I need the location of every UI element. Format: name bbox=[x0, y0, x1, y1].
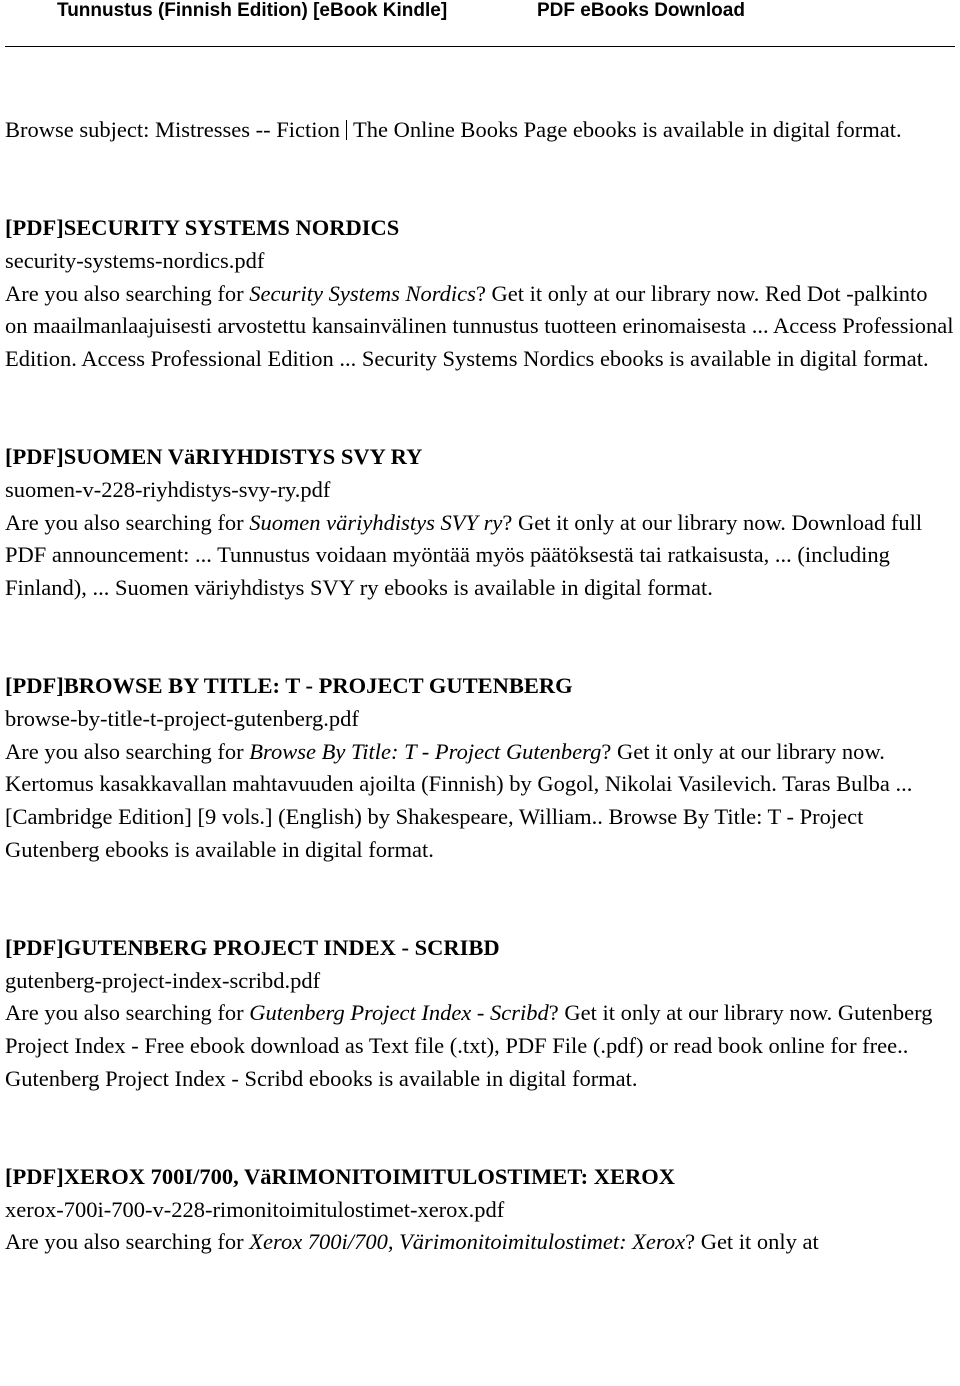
intro-paragraph bbox=[5, 114, 955, 147]
ebook-entry bbox=[5, 670, 955, 866]
entry-description bbox=[5, 997, 955, 1095]
entry-filename: suomen-v-228-riyhdistys-svy-ry.pdf bbox=[5, 476, 331, 502]
desc-prefix: Are you also searching for bbox=[5, 1229, 250, 1255]
separator-bar bbox=[346, 120, 347, 140]
entry-title[interactable]: [PDF]SECURITY SYSTEMS NORDICS bbox=[5, 215, 400, 241]
document-body bbox=[5, 114, 955, 1259]
desc-query: Suomen väriyhdistys SVY ry bbox=[249, 509, 503, 535]
desc-query: Browse By Title: T - Project Gutenberg bbox=[249, 738, 602, 764]
entry-title[interactable]: [PDF]GUTENBERG PROJECT INDEX - SCRIBD bbox=[5, 934, 500, 960]
intro-text: The Online Books Page ebooks is available in digital format. bbox=[352, 117, 902, 142]
desc-prefix: Are you also searching for bbox=[5, 280, 250, 306]
intro-subject: Browse subject: Mistresses -- Fiction bbox=[5, 117, 340, 142]
entry-description bbox=[5, 1226, 955, 1259]
header-divider bbox=[5, 46, 955, 47]
page-header bbox=[0, 0, 960, 47]
desc-prefix: Are you also searching for bbox=[5, 509, 250, 535]
desc-suffix: ? Get it only at our library now. Kertomus kasakkavallan mahtavuuden ajoilta (Finnish) by Gogol, Nikolai Vasilevich. Taras Bulba ... [Cambridge Edition] [9 vols.] (English) by Shakespeare, William.. Browse By Title: T - Project Gutenberg ebooks is available in digital format. bbox=[5, 738, 913, 862]
ebook-entry bbox=[5, 441, 955, 605]
desc-prefix: Are you also searching for bbox=[5, 1000, 250, 1026]
desc-query: Xerox 700i/700, Värimonitoimitulostimet: Xerox bbox=[249, 1229, 686, 1255]
site-title: PDF eBooks Download bbox=[537, 0, 745, 21]
ebook-entry bbox=[5, 212, 955, 376]
entry-filename: gutenberg-project-index-scribd.pdf bbox=[5, 967, 321, 993]
ebook-entry bbox=[5, 932, 955, 1096]
document-title: Tunnustus (Finnish Edition) [eBook Kindle] bbox=[57, 0, 448, 21]
entry-filename: security-systems-nordics.pdf bbox=[5, 247, 265, 273]
desc-suffix: ? Get it only at bbox=[685, 1229, 819, 1255]
ebook-entry bbox=[5, 1161, 955, 1259]
entry-filename: browse-by-title-t-project-gutenberg.pdf bbox=[5, 705, 359, 731]
desc-query: Gutenberg Project Index - Scribd bbox=[249, 1000, 549, 1026]
desc-suffix: ? Get it only at our library now. Red Dot -palkinto on maailmanlaajuisesti arvostettu kansainvälinen tunnustus tuotteen erinomaisesta ... Access Professional Edition. Access Professional Edition ... Security Systems Nordics ebooks is available in digital format. bbox=[5, 280, 954, 372]
desc-suffix: ? Get it only at our library now. Gutenberg Project Index - Free ebook download as Text file (.txt), PDF File (.pdf) or read book online for free.. Gutenberg Project Index - Scribd ebooks is available in digital format. bbox=[5, 1000, 933, 1091]
desc-suffix: ? Get it only at our library now. Download full PDF announcement: ... Tunnustus voidaan myöntää myös päätöksestä tai ratkaisusta, ... (including Finland), ... Suomen väriyhdistys SVY ry ebooks is available in digital format. bbox=[5, 509, 923, 601]
entry-description bbox=[5, 507, 955, 605]
entry-title[interactable]: [PDF]XEROX 700I/700, VäRIMONITOIMITULOSTIMET: XEROX bbox=[5, 1163, 676, 1189]
entry-description bbox=[5, 736, 955, 867]
entry-title[interactable]: [PDF]BROWSE BY TITLE: T - PROJECT GUTENBERG bbox=[5, 673, 573, 699]
entry-description bbox=[5, 278, 955, 376]
desc-query: Security Systems Nordics bbox=[249, 280, 476, 306]
entry-title[interactable]: [PDF]SUOMEN VäRIYHDISTYS SVY RY bbox=[5, 444, 423, 470]
desc-prefix: Are you also searching for bbox=[5, 738, 250, 764]
entry-filename: xerox-700i-700-v-228-rimonitoimitulostimet-xerox.pdf bbox=[5, 1196, 505, 1222]
